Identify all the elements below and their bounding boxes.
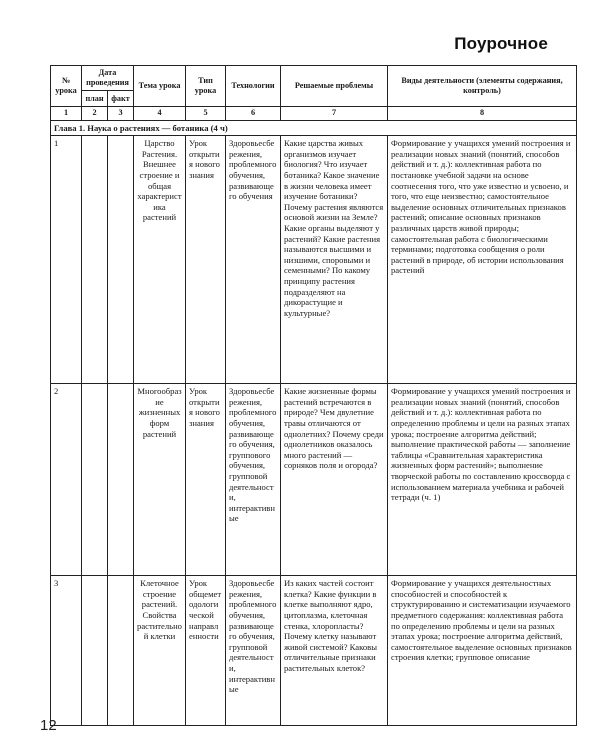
header-activities: Виды деятельности (элементы содержания, контроль)	[388, 66, 577, 107]
lesson-number: 2	[51, 384, 82, 576]
lesson-technologies: Здоровьесбережения, проблемного обучения, развивающего обучения, групповой деятельности, интерактивные	[226, 576, 281, 726]
page-title: Поурочное	[454, 34, 548, 53]
lesson-type: Урок общеметодологической направленности	[186, 576, 226, 726]
header-problems: Решаемые проблемы	[281, 66, 388, 107]
fact-date	[108, 576, 134, 726]
header-topic: Тема урока	[134, 66, 186, 107]
lesson-topic: Клеточное строение растений. Свойства растительной клетки	[134, 576, 186, 726]
plan-date	[82, 136, 108, 384]
header-lesson-type: Тип урока	[186, 66, 226, 107]
table-row	[51, 384, 577, 576]
lesson-problems: Какие царства живых организмов изучает биология? Что изучает ботаника? Какое значение в жизни человека имеет изучение ботаники? Почему растения являются основой жизни на Земле? Какие органы выделяют у растений? Какие растения называются высшими и низшими, споровыми и семенными? По какому принципу растения подразделяют на дикорастущие и культурные?	[281, 136, 388, 384]
column-number: 1	[51, 107, 82, 121]
lesson-number: 1	[51, 136, 82, 384]
table-row	[51, 576, 577, 726]
lesson-activities: Формирование у учащихся деятельностных способностей и способностей к структурированию и систематизации изучаемого предметного содержания: коллективная работа по определению проблемы и цели на разных этапах урока; построение алгоритма действий, самостоятельное выделение основных признаков строения клетки; групповое описание	[388, 576, 577, 726]
lesson-technologies: Здоровьесбережения, проблемного обучения, развивающего обучения, группового обучения, групповой деятельности, интерактивные	[226, 384, 281, 576]
lesson-technologies: Здоровьесбережения, проблемного обучения, развивающего обучения	[226, 136, 281, 384]
header-lesson-number: № урока	[51, 66, 82, 107]
header-plan: план	[82, 91, 108, 107]
lesson-topic: Царство Растения. Внешнее строение и общая характеристика растений	[134, 136, 186, 384]
lesson-activities: Формирование у учащихся умений построения и реализации новых знаний (понятий, способов действий и т. д.): коллективная работа по постановке учебной задачи на основе соотнесения того, что уже известно и усвоено, и того, что еще неизвестно; самостоятельное выделение основных отличительных признаков растений; описание основных признаков различных царств живой природы; самостоятельная работа с биологическими терминами; подготовка сообщения о роли растений в природе, об истории использования растений	[388, 136, 577, 384]
column-number: 3	[108, 107, 134, 121]
fact-date	[108, 136, 134, 384]
lesson-type: Урок открытия нового знания	[186, 136, 226, 384]
column-number: 6	[226, 107, 281, 121]
table-row	[51, 136, 577, 384]
column-number: 8	[388, 107, 577, 121]
column-number: 7	[281, 107, 388, 121]
fact-date	[108, 384, 134, 576]
plan-date	[82, 384, 108, 576]
column-number: 5	[186, 107, 226, 121]
lesson-type: Урок открытия нового знания	[186, 384, 226, 576]
lesson-number: 3	[51, 576, 82, 726]
lesson-activities: Формирование у учащихся умений построения и реализации новых знаний (понятий, способов действий и т. д.): коллективная работа по определению проблемы и цели на разных этапах урока; построение алгоритма действий; выполнение практической работы — заполнение таблицы «Сравнительная характеристика жизненных форм растений»; выполнение творческой работы по составлению кроссворда с использованием материала учебника и рабочей тетради (ч. 1)	[388, 384, 577, 576]
lesson-problems: Какие жизненные формы растений встречаются в природе? Чем двулетние травы отличаются от однолетних? Почему среди однолетников оказалось много растений — сорняков поля и огорода?	[281, 384, 388, 576]
header-fact: факт	[108, 91, 134, 107]
chapter-heading: Глава 1. Наука о растениях — ботаника (4 ч)	[51, 120, 577, 136]
column-number: 2	[82, 107, 108, 121]
lesson-plan-table	[50, 65, 577, 726]
header-date: Дата проведения	[82, 66, 134, 91]
plan-date	[82, 576, 108, 726]
lesson-topic: Многообразие жизненных форм растений	[134, 384, 186, 576]
lesson-problems: Из каких частей состоит клетка? Какие функции в клетке выполняют ядро, цитоплазма, клеточная стенка, хлоропласты? Почему клетку называют живой системой? Каковы отличительные признаки растительных клеток?	[281, 576, 388, 726]
column-number: 4	[134, 107, 186, 121]
header-technologies: Технологии	[226, 66, 281, 107]
page-number: 12	[40, 717, 57, 734]
